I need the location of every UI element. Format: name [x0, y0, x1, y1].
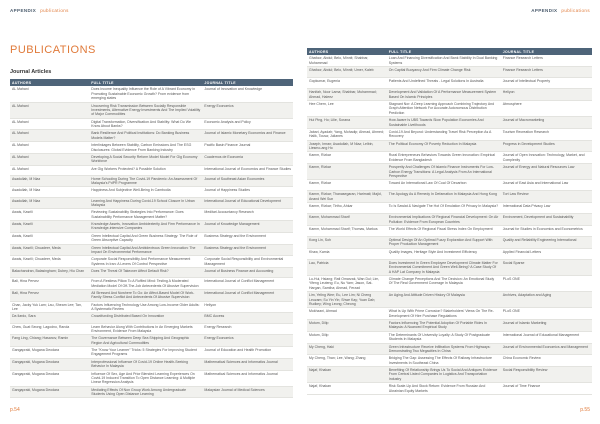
table-row — [10, 244, 293, 256]
cell-journal-title: Journal of Islamic Marketing — [501, 320, 592, 332]
cell-full-title: Corporate Social Responsibility And Performance Measurement Systems In Iran: A Levers Of Control Perspective — [89, 256, 202, 268]
cell-journal-title: Progress in Development Studies — [501, 140, 592, 152]
table-row — [307, 164, 592, 180]
column-header-authors: AUTHORS — [307, 48, 387, 55]
table-row — [10, 347, 293, 359]
table-row — [10, 102, 293, 118]
column-header-journal-title: JOURNAL TITLE — [202, 79, 293, 86]
cell-journal-title: Journal of Southeast Asian Economies — [202, 175, 293, 187]
cell-journal-title: Journal of Energy and Natural Resources Law — [501, 164, 592, 180]
cell-full-title: Stagnant Nor: A Deep Learning Approach Combining Trajectory And Graph Attention Network For Accurate Autonomous Distribution Prediction — [387, 101, 501, 117]
table-row — [307, 128, 592, 140]
cell-authors: Kamm, Rizkar — [307, 180, 387, 191]
cell-full-title: Green Intellectual Capital And Ambidextrous Green Innovation: The Impact On Environmental Performance — [89, 244, 202, 256]
cell-journal-title: Energy Research — [202, 323, 293, 335]
cell-journal-title: Cuadernos de Economia — [202, 153, 293, 165]
cell-journal-title: Journal of Happiness Studies — [202, 187, 293, 197]
table-row — [307, 276, 592, 292]
cell-journal-title: International Journal of Economics and Finance Studies — [202, 165, 293, 175]
cell-journal-title: Heliyon — [202, 301, 293, 313]
cell-journal-title: Meditari Accountancy Research — [202, 209, 293, 221]
cell-authors: Mokhzani, Ahmad — [307, 308, 387, 320]
cell-full-title: Learn Behavior Along With Contributions In An Emerging Markets Environment, Evidence From Malaysia — [89, 323, 202, 335]
table-row — [307, 343, 592, 355]
cell-authors: AL Mahani — [10, 153, 89, 165]
cell-full-title: Climate Change Perceptions And The Decision: An Emotional Study Of The Real Government Coverage In Malaysia — [387, 276, 501, 292]
cell-journal-title: International Journal of Conflict Management — [202, 289, 293, 301]
table-row — [307, 55, 592, 66]
table-body — [307, 55, 592, 394]
cell-authors: Gangapraki, Mugana Deodara — [10, 347, 89, 359]
cell-full-title: On Capital Buoyancy And Firm Climate Change Risk — [387, 67, 501, 78]
cell-authors: Kamm, Rizkar; Thanasegaran, Harimati; Majid, Anand Wei Sun — [307, 191, 387, 203]
cell-authors: Ghafoor, Abdul; Belo, Minnit; Shabbar, Muhammad — [307, 55, 387, 66]
cell-authors: Lau, Patricia — [307, 259, 387, 275]
cell-authors: Asadullah, M Niaz — [10, 197, 89, 209]
table-row — [10, 289, 293, 301]
table-row — [10, 118, 293, 130]
cell-authors: My Cheng, Than; Lee, Wang; Zhang — [307, 355, 387, 367]
cell-full-title: The "Know Your Learner" Tricks: 5 Strategies For Improving Student Engagement Programs — [89, 347, 202, 359]
publications-table-left — [10, 79, 293, 398]
table-row — [10, 142, 293, 154]
running-head-subsection: publications — [561, 8, 590, 13]
cell-journal-title: Malaysian Journal of Medical Sciences — [202, 386, 293, 398]
cell-full-title: Rural Entrepreneurs Behaviors Towards Green Innovation: Empirical Evidence From Bangladesh — [387, 152, 501, 164]
cell-journal-title: International Journal of Educational Management — [501, 331, 592, 343]
table-row — [307, 140, 592, 152]
cell-authors: Bali, Hina Pervez — [10, 289, 89, 301]
table-row — [10, 256, 293, 268]
cell-journal-title: Archives, Adaptation and Aging — [501, 292, 592, 308]
running-head-subsection: publications — [40, 8, 69, 13]
cell-journal-title: Social Responsibility Review — [501, 367, 592, 383]
cell-journal-title: Journal of Knowledge Management — [202, 221, 293, 233]
cell-full-title: Reviewing Sustainability Strategies Into Performance: Does Sustainability Performance Management Matter? — [89, 209, 202, 221]
running-head — [10, 8, 69, 13]
cell-authors: Asadullah, M Niaz — [10, 175, 89, 187]
running-head — [531, 8, 590, 13]
table-row — [10, 278, 293, 290]
cell-journal-title: Social Sparse — [501, 259, 592, 275]
cell-journal-title: Journal for Studies in Economics and Econometrics — [501, 226, 592, 237]
cell-journal-title: International Journal of Conflict Management — [202, 278, 293, 290]
cell-full-title: Uncovering Risk Transmission Between Socially Responsible Investments, Alternative Energy Investments And The Implied Volatility of Major Commodities — [89, 102, 202, 118]
table-row — [10, 197, 293, 209]
cell-authors: Kong Lin, Soh — [307, 237, 387, 249]
cell-full-title: Factors Influencing Technology Use Among Low-Income Older Adults: A Systematic Review — [89, 301, 202, 313]
table-row — [10, 221, 293, 233]
cell-authors: Fang Ling, Chiang; Hasanov, Ramin — [10, 335, 89, 347]
table-row — [307, 101, 592, 117]
cell-authors: Khaw, Kamia — [307, 248, 387, 259]
cell-journal-title: Journal of East Asia and International Law — [501, 180, 592, 191]
column-header-full-title: FULL TITLE — [89, 79, 202, 86]
cell-authors: Lim, Yeling Wee; Eu, Lee Lim; Ni Cheng Leuzam; Su Yin Yin; Shwe Kay; Yuan Dah; Rudkey; Wing Leong; Cheong — [307, 292, 387, 308]
cell-journal-title: Business Strategy and the Environment — [202, 244, 293, 256]
cell-full-title: Does The Threat Of Takeover Affect Default Risk? — [89, 268, 202, 278]
cell-full-title: The Determinants Of University Loyalty: A Study Of Postgraduate Students In Malaysia — [387, 331, 501, 343]
cell-authors: Kamm, Rizkar — [307, 164, 387, 180]
cell-full-title: To Is Sawlat & Navigate The Hot Of Emulation Of Privacy In Malaysia? — [387, 203, 501, 214]
cell-journal-title: Journal of Intellectual Property — [501, 78, 592, 89]
cell-full-title: From A Restless Pillow To A Ruffled Mind: Testing A Moderated Mediation Model Of Off-The-Job Antecedents Of Abusive Supervision — [89, 278, 202, 290]
cell-authors: Awais, Kasrili; Chuadeer, Meda — [10, 256, 89, 268]
cell-authors: Mutum, Dilip — [307, 331, 387, 343]
cell-full-title: Knowledge Assets, Innovation Ambidexterity And Firm Performance In Knowledge-intensive Companies — [89, 221, 202, 233]
cell-full-title: Does Investment In Green Employee Development Climate Matter For Environmental Commitment And Green Well-Being? A Case Study Of A HAP Lat Company In Malaysia — [387, 259, 501, 275]
cell-full-title: Does Income Inequality Influence the Role of A Vibrant Economy in Promoting Sustainable Economic Growth? From evidence from emerging states — [89, 86, 202, 102]
cell-journal-title: Finance Research Letters — [501, 55, 592, 66]
table-row — [10, 313, 293, 323]
cell-full-title: Interlinkages Between Stability, Carbon Emissions And The ESG Disclosures: Global Evidence From Banking Industry — [89, 142, 202, 154]
cell-authors: AL Mahani — [10, 86, 89, 102]
cell-full-title: Bank Resilience And Political Institutions: Do Banking Business Models Matter? — [89, 130, 202, 142]
cell-full-title: Toward An International Law Of Coal Of Decarbon — [387, 180, 501, 191]
cell-authors: Kamm, Mohammad Sharif — [307, 214, 387, 226]
cell-full-title: The Apology As A Remedy In Defamation In Malaysia And Hong Kong — [387, 191, 501, 203]
table-row — [307, 383, 592, 395]
table-row — [10, 358, 293, 370]
table-row — [10, 301, 293, 313]
cell-full-title: Interprofessional Influence Of Covid-19 Online Health-Seeking Behavior In Malaysia — [89, 358, 202, 370]
cell-journal-title: China Economic Review — [501, 355, 592, 367]
cell-full-title: Mediating Effects Of Non Group Work Among Undergraduate Students Using Open Distance Learning — [89, 386, 202, 398]
cell-full-title: The Governance Between Deep Sea Shipping And Geographic Region And Agricultural Commodities — [89, 335, 202, 347]
cell-full-title: Patients And Undefined Threats - Legal Solutions In Australia — [387, 78, 501, 89]
cell-authors: Hee Chern, Lee — [307, 101, 387, 117]
cell-journal-title: Heliyon — [501, 89, 592, 101]
cell-full-title: Loan And Financing Diversification And Bank Stability In Dual Banking Systems — [387, 55, 501, 66]
cell-authors: My Cheng, Haki — [307, 343, 387, 355]
cell-authors: Kamm, Mohammad Sharif; Thomas, Markus — [307, 226, 387, 237]
cell-authors: Ghafoor, Abdul; Belo, Minnit; Umer, Kaleb — [307, 67, 387, 78]
cell-authors: Gopkumar, Eugenia — [307, 78, 387, 89]
cell-full-title: Optimal Design Of An Optimal Fuzzy Exploration And Support With Proper Production Management — [387, 237, 501, 249]
table-row — [10, 232, 293, 244]
right-page — [300, 0, 600, 424]
cell-authors: Asadullah, M Niaz — [10, 187, 89, 197]
page-number: p.54 — [10, 407, 20, 413]
cell-journal-title: Journal of Open Innovation: Technology, Market, and Complexity — [501, 152, 592, 164]
cell-full-title: Development And Validation Of A Performance Measurement System Based On Islamic Principles — [387, 89, 501, 101]
cell-authors: Balachandran, Balasingham; Dubey, Hiu Chan — [10, 268, 89, 278]
table-row — [307, 226, 592, 237]
table-row — [307, 331, 592, 343]
cell-full-title: Digital Transformation, Diversification And Stability: What Do We Know About Banks? — [89, 118, 202, 130]
cell-journal-title: Journal of Time Finance — [501, 383, 592, 395]
cell-full-title: Green Infrastructure Receive Infiltration Systems From Highways: Demonstrating Two Megacities In China — [387, 343, 501, 355]
table-row — [10, 335, 293, 347]
cell-full-title: Risk Scale-Up And Stock Return: Evidence From Russian And Ukrainian Equity Markets — [387, 383, 501, 395]
table-row — [307, 78, 592, 89]
cell-journal-title: Atmosphere — [501, 101, 592, 117]
cell-full-title: Environmental Implications Of Regional Financial Development: On Air Pollution: Evidence From European Countries — [387, 214, 501, 226]
cell-full-title: Bridging The Gap: Assessing The Effects Of Railway Infrastructure Investments In Southeast China — [387, 355, 501, 367]
table-row — [307, 237, 592, 249]
cell-authors: Jabari, Ayadah; Yang, Mohadip; Ahmad, Ahmed; Halik, Tousa; Julianes — [307, 128, 387, 140]
table-header — [307, 48, 592, 55]
cell-full-title: Prosperity And Challenges Of Islamic Finance Instruments For Low-Carbon Energy Transitions: A Legal Analysis From An International Perspective — [387, 164, 501, 180]
cell-journal-title: Applied Financial Letters — [501, 248, 592, 259]
cell-authors: Awais, Kasrili — [10, 232, 89, 244]
table-row — [307, 259, 592, 275]
table-row — [307, 152, 592, 164]
cell-journal-title: International Data Privacy Law — [501, 203, 592, 214]
cell-authors: Joseph, Imran; Asadullah, M Niaz; Lelbin, Liesmo-ang Ho — [307, 140, 387, 152]
cell-journal-title: International Journal of Educational Development — [202, 197, 293, 209]
cell-full-title: Benefiting Of Relationship Brings Us To Social And Antiques Evidence From Central Listed Companies In Logistics And Transportation Industry — [387, 367, 501, 383]
cell-authors: AL Mahani — [10, 165, 89, 175]
table-row — [10, 86, 293, 102]
cell-journal-title: Journal of Macromarketing — [501, 117, 592, 129]
cell-journal-title: Journal of Environmental Economics and Management — [501, 343, 592, 355]
cell-authors: Awais, Kasrili — [10, 209, 89, 221]
page-title: PUBLICATIONS — [10, 44, 96, 56]
cell-authors: Da Ilardo, Sara — [10, 313, 89, 323]
cell-authors: Awais, Kasrili; Chuadeer, Meda — [10, 244, 89, 256]
publications-table-right — [307, 48, 592, 395]
cell-full-title: An Aging And Attitude Driven History Of Malaysia — [387, 292, 501, 308]
cell-journal-title: Quality and Reliability Engineering International — [501, 237, 592, 249]
cell-journal-title: Energy Economics — [202, 102, 293, 118]
table-row — [10, 165, 293, 175]
table-row — [307, 355, 592, 367]
cell-journal-title: Journal of Islamic Monetary Economics and Finance — [202, 130, 293, 142]
section-subheading: Journal Articles — [10, 69, 52, 75]
table-row — [307, 292, 592, 308]
table-row — [307, 117, 592, 129]
table-body — [10, 86, 293, 398]
cell-authors: Kamm, Rizkar; Tirtho, Ahkar — [307, 203, 387, 214]
table-row — [10, 386, 293, 398]
cell-journal-title: BMC Access — [202, 313, 293, 323]
table-row — [10, 370, 293, 386]
cell-journal-title: Journal of Business Finance and Accounting — [202, 268, 293, 278]
cell-full-title: What Is Up With Prime Corrosion? Stakeholders' Views On The Re-Development Of Hire Purchase Regulations — [387, 308, 501, 320]
cell-journal-title: Mathematical Sciences and Informatics Journal — [202, 370, 293, 386]
cell-journal-title: Tourism Recreation Research — [501, 128, 592, 140]
table-row — [10, 268, 293, 278]
table-row — [307, 214, 592, 226]
cell-full-title: The Political Economy Of Poverty Reduction In Malaysia — [387, 140, 501, 152]
cell-authors: Lu-Hui, Hsiang; Ratl Omarzak, Wan Dul; Lim, Yifeng Leuteng; Eu, Nu Yam; Jason, Sat-Hargan, Samiha; Ahmad, Ferzad — [307, 276, 387, 292]
cell-authors: Gangapraki, Mugana Deodara — [10, 358, 89, 370]
table-row — [307, 89, 592, 101]
table-row — [307, 180, 592, 191]
cell-journal-title: Finance Research Letters — [501, 67, 592, 78]
cell-full-title: How Aware Is UBS Towards Slow Population Economies And Sustainable Livelihoods — [387, 117, 501, 129]
cell-full-title: The World Effects Of Regional Fiscal Stress Index On Employment — [387, 226, 501, 237]
cell-full-title: Home Schooling During The Covid-19 Pandemic: An Assessment Of Malaysia's PdPR Programme — [89, 175, 202, 187]
cell-full-title: Are Gig Workers Protected? A Possible Solution — [89, 165, 202, 175]
cell-full-title: Developing A Social Security Reform Model Model For Gig Economy Workforce — [89, 153, 202, 165]
cell-journal-title: Economic Analysis and Policy — [202, 118, 293, 130]
cell-authors: Kamm, Rizkar — [307, 152, 387, 164]
table-row — [307, 248, 592, 259]
cell-journal-title: Environment, Development and Sustainability — [501, 214, 592, 226]
running-head-section: APPENDIX — [531, 8, 558, 13]
cell-authors: Najaf, Khakan — [307, 367, 387, 383]
cell-journal-title: PLoS ONE — [501, 276, 592, 292]
table-row — [10, 187, 293, 197]
cell-full-title: Crowdfunding Distributed Based On Innovation — [89, 313, 202, 323]
cell-journal-title: Business Strategy and the Environment — [202, 232, 293, 244]
table-row — [10, 175, 293, 187]
cell-authors: Hanifah, Noor Lama; Shabbar, Muhammad; Ahmad, Haleez — [307, 89, 387, 101]
running-head-section: APPENDIX — [10, 8, 37, 13]
page-number: p.55 — [580, 407, 590, 413]
cell-authors: Najaf, Khakan — [307, 383, 387, 395]
cell-journal-title: PLoS ONE — [501, 308, 592, 320]
table-row — [10, 130, 293, 142]
cell-journal-title: Corporate Social Responsibility and Environmental Management — [202, 256, 293, 268]
table-row — [307, 367, 592, 383]
cell-full-title: Happiness And Subjective Well-Being In Cambodia — [89, 187, 202, 197]
cell-authors: Hui Ping, Ho; Lilie, Sorana — [307, 117, 387, 129]
cell-full-title: Influence Of Sex, Age And Prior Blended Learning Experiences On Covid-19 Induced Transition To Open Distance Learning: A Multiple Linear Regression Analysis — [89, 370, 202, 386]
cell-journal-title: Energy Economics — [202, 335, 293, 347]
cell-authors: Bali, Hina Pervez — [10, 278, 89, 290]
column-header-journal-title: JOURNAL TITLE — [501, 48, 592, 55]
cell-authors: Gangapraki, Mugana Deodara — [10, 370, 89, 386]
cell-full-title: Learning And Happiness During Covid-19 School Closure In Urban Malaysia — [89, 197, 202, 209]
table-header — [10, 79, 293, 86]
cell-authors: AL Mahani — [10, 130, 89, 142]
table-row — [307, 308, 592, 320]
cell-authors: Chew, Guat Seong; Lagodno, Randa — [10, 323, 89, 335]
cell-full-title: Green Intellectual Capital And Green Business Strategy: The Role of Green Absorptive Capacity — [89, 232, 202, 244]
cell-journal-title: Pacific Basin Finance Journal — [202, 142, 293, 154]
table-row — [307, 67, 592, 78]
cell-authors: AL Mahani — [10, 102, 89, 118]
cell-journal-title: Journal of Innovation and Knowledge — [202, 86, 293, 102]
cell-full-title: All Stressed And Nowhere To Go: An Affect-Based Model Of Work-Family Stress Conflict And Antecedents Of Abusive Supervision — [89, 289, 202, 301]
cell-authors: AL Mahani — [10, 142, 89, 154]
cell-full-title: Covid-19 And Beyond: Understanding Travel Risk Perception As A Recovery — [387, 128, 501, 140]
column-header-full-title: FULL TITLE — [387, 48, 501, 55]
cell-authors: Gangapraki, Mugana Deodara — [10, 386, 89, 398]
cell-authors: Chan, Jacky Yuk Lam; Lau, Sheam Lee; Tan, Lee — [10, 301, 89, 313]
table-row — [10, 153, 293, 165]
table-row — [10, 209, 293, 221]
cell-authors: Awais, Kasrili — [10, 221, 89, 233]
cell-journal-title: Journal of Education and Health Promotion — [202, 347, 293, 359]
cell-authors: AL Mahani — [10, 118, 89, 130]
cell-full-title: Factors Influencing The Potential Adoption Of Portable Rides In Malaysia: A Nuanced Empirical Study — [387, 320, 501, 332]
column-header-authors: AUTHORS — [10, 79, 89, 86]
cell-journal-title: Tort Law Review — [501, 191, 592, 203]
table-row — [307, 191, 592, 203]
cell-journal-title: Mathematical Sciences and Informatics Journal — [202, 358, 293, 370]
table-row — [10, 323, 293, 335]
table-row — [307, 203, 592, 214]
cell-authors: Mutum, Dilip — [307, 320, 387, 332]
cell-full-title: Quality Images, Heritage Style And Investment Efficiency — [387, 248, 501, 259]
table-row — [307, 320, 592, 332]
